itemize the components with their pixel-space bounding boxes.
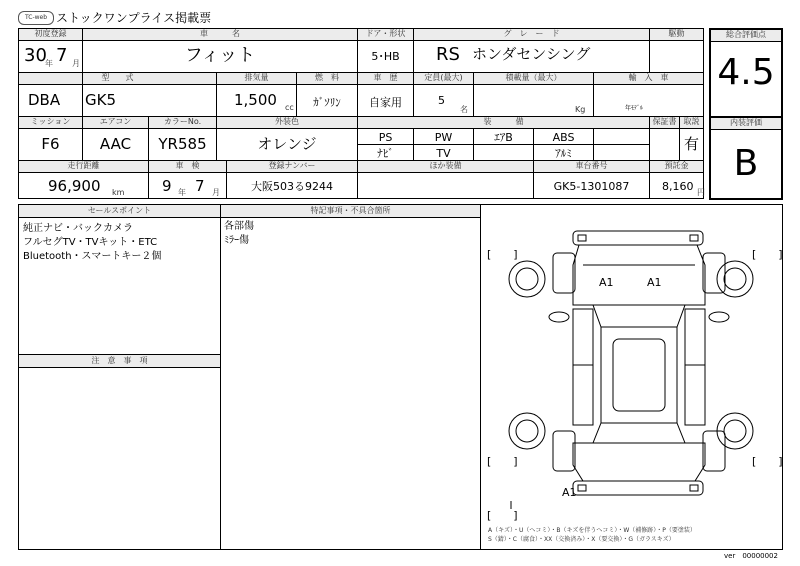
label-import: 輸 入 車 (628, 73, 669, 82)
label-fuel: 燃 料 (315, 73, 339, 82)
header-logo-text: TC-web (24, 14, 48, 21)
bracket-rear-right: [ ] (752, 455, 783, 468)
label-manual: 取説 (683, 117, 700, 126)
load-unit: Kg (575, 105, 586, 114)
remarks-label: 特記事項・不具合箇所 (310, 206, 391, 215)
displacement-value: 1,500 (234, 91, 277, 109)
fuel-value: ｶﾞｿﾘﾝ (313, 96, 341, 109)
inspection-month-unit: 月 (212, 188, 220, 197)
first-reg-month-unit: 月 (72, 59, 80, 68)
label-displacement: 排気量 (244, 73, 269, 82)
label-exterior-color: 外装色 (275, 117, 299, 126)
capacity-unit: 名 (460, 105, 468, 114)
model-prefix: DBA (28, 91, 61, 109)
damage-mark-a1-rear: A1 (562, 486, 577, 499)
label-color-no: カラーNo. (163, 117, 202, 126)
aircon-value: AAC (99, 135, 132, 153)
damage-mark-a1-left-door: A1 (599, 276, 614, 289)
plate-value: 大阪503る9244 (251, 180, 333, 193)
mission-value: F6 (41, 135, 60, 153)
equip-ps: PS (378, 131, 393, 144)
history-value: 自家用 (369, 96, 402, 109)
exterior-color-value: オレンジ (257, 135, 317, 153)
chassis-no-value: GK5-1301087 (553, 180, 630, 193)
overall-score-value: 4.5 (717, 52, 775, 93)
inspection-year-unit: 年 (178, 188, 186, 197)
interior-score-value: B (733, 143, 759, 184)
label-other-equipment: ほか装備 (429, 161, 462, 170)
header-logo (18, 11, 54, 25)
diagram-legend-line2: S（錆）・C（腐食）・XX（交換済み）・X（要交換）・G（ガラスキズ） (488, 536, 675, 543)
version-label: ver 00000002 (724, 552, 778, 560)
notes-label: 注 意 事 項 (91, 356, 148, 365)
capacity-value: 5 (438, 94, 445, 107)
diagram-legend-line1: A（キズ）・U（へコミ）・B（キズを伴うへコミ）・W（補修跡）・P（要塗装） (488, 527, 696, 534)
displacement-unit: cc (285, 103, 294, 112)
first-reg-month: 7 (56, 45, 68, 66)
label-history: 車 歴 (373, 73, 398, 82)
sales-points-text: 純正ナビ・バックカメラ フルセグTV・TVキット・ETC Bluetooth・スマートキー２個 (23, 223, 162, 262)
label-drive: 駆動 (668, 29, 685, 38)
bracket-front-right: [ ] (752, 248, 783, 261)
label-equipment: 装 備 (483, 117, 524, 126)
label-grade: グ レ ー ド (503, 29, 560, 38)
bracket-spare: [ ] (487, 509, 518, 522)
bracket-rear-left: [ ] (487, 455, 518, 468)
car-name-value: フィット (184, 45, 256, 66)
label-plate: 登録ナンバー (268, 161, 316, 170)
inspection-year: 9 (162, 177, 172, 195)
equip-alloy: ｱﾙﾐ (555, 147, 572, 160)
remarks-text: 各部傷 ﾐﾗｰ傷 (224, 221, 254, 246)
label-inspection: 車 検 (175, 161, 200, 170)
overall-score-label: 総合評価点 (726, 30, 766, 39)
model-code: GK5 (85, 91, 117, 109)
label-load: 積載量（最大） (505, 73, 562, 82)
car-damage-diagram (481, 205, 782, 549)
label-car-name: 車 名 (200, 29, 240, 38)
price-unit: 円 (697, 188, 705, 197)
equip-airbag: ｴｱB (494, 131, 513, 144)
bracket-front-left: [ ] (487, 248, 518, 261)
mileage-unit: km (112, 188, 125, 197)
color-no-value: YR585 (158, 135, 207, 153)
label-model: 型 式 (101, 73, 134, 82)
first-reg-year: 30 (24, 45, 47, 66)
label-door-shape: ドア・形状 (365, 29, 406, 38)
label-price: 預託金 (664, 161, 689, 170)
interior-score-label: 内装評価 (730, 118, 762, 127)
equip-abs: ABS (552, 131, 575, 144)
manual-value: 有 (683, 135, 699, 153)
inspection-month: 7 (195, 177, 205, 195)
price-value: 8,160 (662, 180, 694, 193)
sales-points-label: セールスポイント (87, 206, 152, 215)
mileage-value: 96,900 (48, 177, 101, 195)
first-reg-year-unit: 年 (45, 59, 53, 68)
equip-pw: PW (434, 131, 453, 144)
grade-code: RS (436, 44, 460, 65)
label-aircon: エアコン (99, 117, 132, 126)
label-chassis-no: 車台番号 (575, 161, 608, 170)
damage-mark-a1-right-door: A1 (647, 276, 662, 289)
page-title: ストックワンプライス掲載票 (56, 11, 212, 25)
equip-navi: ﾅﾋﾞ (377, 147, 394, 160)
label-capacity: 定員(最大) (424, 73, 463, 82)
label-first-reg: 初度登録 (34, 29, 67, 38)
label-mission: ミッション (30, 117, 71, 126)
label-warranty: 保証書 (652, 117, 677, 126)
equip-tv: TV (436, 147, 451, 160)
grade-name: ホンダセンシング (472, 45, 591, 63)
door-shape-value: 5･HB (371, 50, 400, 63)
label-mileage: 走行距離 (67, 161, 100, 170)
import-model-year: 年ﾓﾃﾞﾙ (625, 105, 644, 112)
